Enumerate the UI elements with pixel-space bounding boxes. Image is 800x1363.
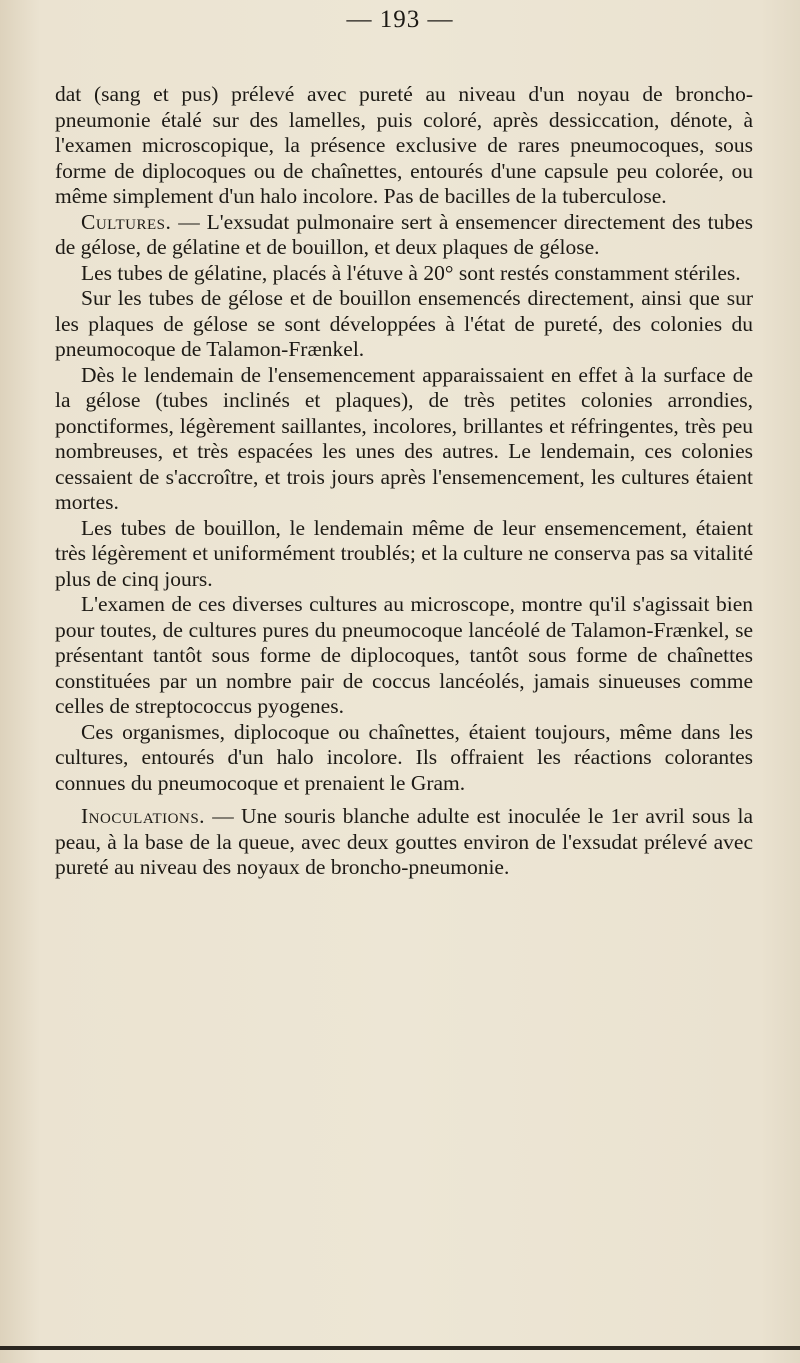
paragraph-specimen-exam: dat (sang et pus) prélevé avec pureté au niveau d'un noyau de broncho-pneumonie étalé sur des lamelles, puis coloré, après dessiccation, dénote, à l'examen microscopique, la présence exclusive de rares pneumocoques, sous forme de diplocoques ou de chaînettes, entourés d'une capsule peu colorée, ou même simplement d'un halo incolore. Pas de bacilles de la tuberculose.: [55, 82, 753, 208]
paragraph-microscope: L'examen de ces diverses cultures au microscope, montre qu'il s'agissait bien pour toutes, de cultures pures du pneumocoque lancéolé de Talamon-Frænkel, se présentant tantôt sous forme de diplocoques, tantôt sous forme de chaînettes constituées par un nombre pair de coccus lancéolés, jamais sinueuses comme celles de streptococcus pyogenes.: [55, 592, 753, 718]
paragraph-cultures-text: — L'exsudat pulmonaire sert à ensemencer directement des tubes de gélose, de gélatine et de bouillon, et deux plaques de gélose.: [55, 209, 753, 259]
section-heading-cultures: Cultures.: [81, 209, 172, 234]
page-number: — 193 —: [346, 6, 454, 33]
paragraph-cultures: [55, 210, 753, 261]
bottom-rule: [0, 1346, 800, 1350]
paragraph-gelose-tubes: Sur les tubes de gélose et de bouillon ensemencés directement, ainsi que sur les plaques de gélose se sont développées à l'état de pureté, des colonies du pneumocoque de Talamon-Frænkel.: [55, 286, 753, 361]
body-text: [55, 82, 753, 881]
section-heading-inoculations: Inoculations.: [81, 804, 206, 828]
paragraph-inoculations: [55, 804, 753, 881]
paragraph-colonies: Dès le lendemain de l'ensemencement apparaissaient en effet à la surface de la gélose (tubes inclinés et plaques), de très petites colonies arrondies, ponctiformes, légèrement saillantes, incolores, brillantes et réfringentes, très peu nombreuses, et très espacées les unes des autres. Le lendemain, ces colonies cessaient de s'accroître, et trois jours après l'ensemencement, les cultures étaient mortes.: [55, 362, 753, 514]
paragraph-inoculations-text: — Une souris blanche adulte est inoculée le 1er avril sous la peau, à la base de la queue, avec deux gouttes environ de l'exsudat prélevé avec pureté au niveau des noyaux de broncho-pneumonie.: [55, 804, 753, 879]
paragraph-bouillon: Les tubes de bouillon, le lendemain même de leur ensemencement, étaient très légèrement et uniformément troublés; et la culture ne conserva pas sa vitalité plus de cinq jours.: [55, 515, 753, 591]
paragraph-organisms: Ces organismes, diplocoque ou chaînettes, étaient toujours, même dans les cultures, entourés d'un halo incolore. Ils offraient les réactions colorantes connues du pneumocoque et prenaient le Gram.: [55, 719, 753, 795]
paragraph-gelatin-tubes: Les tubes de gélatine, placés à l'étuve à 20° sont restés constamment stériles.: [81, 260, 741, 285]
